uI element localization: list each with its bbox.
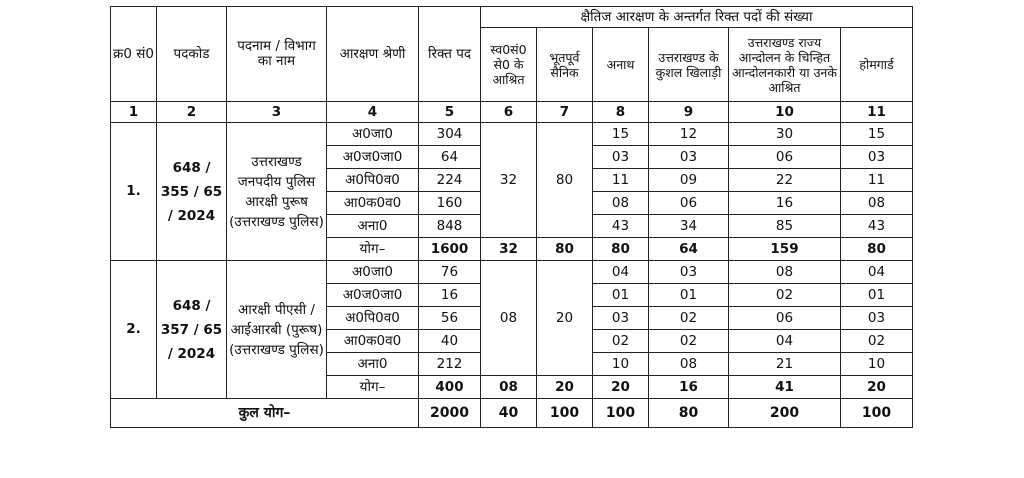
subtotal-vacancy: 400 bbox=[419, 376, 481, 399]
agitator-value: 02 bbox=[729, 284, 841, 307]
sports-value: 03 bbox=[649, 146, 729, 169]
subtotal-sports: 16 bbox=[649, 376, 729, 399]
homeguard-value: 15 bbox=[841, 123, 913, 146]
freedom-dependents-value: 08 bbox=[481, 261, 537, 376]
category: अ0पि0व0 bbox=[327, 307, 419, 330]
homeguard-value: 02 bbox=[841, 330, 913, 353]
col-number: 8 bbox=[593, 102, 649, 123]
post-code: 648 / 357 / 65 / 2024 bbox=[157, 261, 227, 399]
agitator-value: 06 bbox=[729, 146, 841, 169]
agitator-value: 04 bbox=[729, 330, 841, 353]
vacancy-table bbox=[110, 6, 913, 428]
orphan-value: 10 bbox=[593, 353, 649, 376]
homeguard-value: 01 bbox=[841, 284, 913, 307]
subtotal-agitator: 41 bbox=[729, 376, 841, 399]
grand-total-ex-servicemen: 100 bbox=[537, 399, 593, 428]
homeguard-value: 04 bbox=[841, 261, 913, 284]
vacancy-table-container bbox=[110, 6, 912, 428]
header-horizontal-reservation: क्षैतिज आरक्षण के अन्तर्गत रिक्त पदों की संख्या bbox=[481, 7, 913, 28]
col-number: 5 bbox=[419, 102, 481, 123]
header-orphan: अनाथ bbox=[593, 28, 649, 102]
subtotal-label: योग– bbox=[327, 238, 419, 261]
grand-total-label: कुल योग– bbox=[111, 399, 419, 428]
subtotal-freedom: 08 bbox=[481, 376, 537, 399]
agitator-value: 16 bbox=[729, 192, 841, 215]
sports-value: 02 bbox=[649, 330, 729, 353]
subtotal-ex-servicemen: 20 bbox=[537, 376, 593, 399]
grand-total-agitator: 200 bbox=[729, 399, 841, 428]
agitator-value: 21 bbox=[729, 353, 841, 376]
subtotal-vacancy: 1600 bbox=[419, 238, 481, 261]
orphan-value: 11 bbox=[593, 169, 649, 192]
subtotal-orphan: 20 bbox=[593, 376, 649, 399]
col-number: 9 bbox=[649, 102, 729, 123]
grand-total-row bbox=[111, 399, 913, 428]
grand-total-sports: 80 bbox=[649, 399, 729, 428]
vacancy: 848 bbox=[419, 215, 481, 238]
header-agitator: उत्तराखण्ड राज्य आन्दोलन के चिन्हित आन्दोलनकारी या उनके आश्रित bbox=[729, 28, 841, 102]
homeguard-value: 08 bbox=[841, 192, 913, 215]
orphan-value: 02 bbox=[593, 330, 649, 353]
header-freedom-dependents: स्व0सं0 से0 के आश्रित bbox=[481, 28, 537, 102]
column-number-row bbox=[111, 102, 913, 123]
homeguard-value: 03 bbox=[841, 146, 913, 169]
agitator-value: 30 bbox=[729, 123, 841, 146]
col-number: 4 bbox=[327, 102, 419, 123]
sports-value: 12 bbox=[649, 123, 729, 146]
subtotal-homeguard: 80 bbox=[841, 238, 913, 261]
vacancy: 16 bbox=[419, 284, 481, 307]
subtotal-freedom: 32 bbox=[481, 238, 537, 261]
table-row bbox=[111, 123, 913, 146]
col-number: 6 bbox=[481, 102, 537, 123]
agitator-value: 06 bbox=[729, 307, 841, 330]
header-homeguard: होमगार्ड bbox=[841, 28, 913, 102]
col-number: 3 bbox=[227, 102, 327, 123]
vacancy: 304 bbox=[419, 123, 481, 146]
category: अना0 bbox=[327, 353, 419, 376]
freedom-dependents-value: 32 bbox=[481, 123, 537, 238]
orphan-value: 08 bbox=[593, 192, 649, 215]
vacancy: 40 bbox=[419, 330, 481, 353]
grand-total-orphan: 100 bbox=[593, 399, 649, 428]
vacancy: 212 bbox=[419, 353, 481, 376]
col-number: 11 bbox=[841, 102, 913, 123]
category: अ0जा0 bbox=[327, 123, 419, 146]
category: आ0क0व0 bbox=[327, 192, 419, 215]
vacancy: 160 bbox=[419, 192, 481, 215]
subtotal-label: योग– bbox=[327, 376, 419, 399]
category: अ0ज0जा0 bbox=[327, 284, 419, 307]
category: अना0 bbox=[327, 215, 419, 238]
grand-total-vacancy: 2000 bbox=[419, 399, 481, 428]
homeguard-value: 43 bbox=[841, 215, 913, 238]
subtotal-sports: 64 bbox=[649, 238, 729, 261]
subtotal-agitator: 159 bbox=[729, 238, 841, 261]
homeguard-value: 11 bbox=[841, 169, 913, 192]
category: अ0पि0व0 bbox=[327, 169, 419, 192]
subtotal-orphan: 80 bbox=[593, 238, 649, 261]
header-serial: क्र0 सं0 bbox=[111, 7, 157, 102]
sports-value: 34 bbox=[649, 215, 729, 238]
grand-total-homeguard: 100 bbox=[841, 399, 913, 428]
subtotal-homeguard: 20 bbox=[841, 376, 913, 399]
header-post-code: पदकोड bbox=[157, 7, 227, 102]
vacancy: 64 bbox=[419, 146, 481, 169]
homeguard-value: 10 bbox=[841, 353, 913, 376]
serial-number: 2. bbox=[111, 261, 157, 399]
orphan-value: 03 bbox=[593, 146, 649, 169]
agitator-value: 22 bbox=[729, 169, 841, 192]
table-row bbox=[111, 261, 913, 284]
orphan-value: 01 bbox=[593, 284, 649, 307]
serial-number: 1. bbox=[111, 123, 157, 261]
subtotal-ex-servicemen: 80 bbox=[537, 238, 593, 261]
agitator-value: 08 bbox=[729, 261, 841, 284]
col-number: 10 bbox=[729, 102, 841, 123]
header-category: आरक्षण श्रेणी bbox=[327, 7, 419, 102]
vacancy: 76 bbox=[419, 261, 481, 284]
category: अ0ज0जा0 bbox=[327, 146, 419, 169]
homeguard-value: 03 bbox=[841, 307, 913, 330]
ex-servicemen-value: 20 bbox=[537, 261, 593, 376]
vacancy: 56 bbox=[419, 307, 481, 330]
grand-total-freedom: 40 bbox=[481, 399, 537, 428]
col-number: 1 bbox=[111, 102, 157, 123]
col-number: 2 bbox=[157, 102, 227, 123]
header-post-name: पदनाम / विभाग का नाम bbox=[227, 7, 327, 102]
vacancy: 224 bbox=[419, 169, 481, 192]
post-name: आरक्षी पीएसी / आईआरबी (पुरूष) (उत्तराखण्ड पुलिस) bbox=[227, 261, 327, 399]
category: आ0क0व0 bbox=[327, 330, 419, 353]
post-code: 648 / 355 / 65 / 2024 bbox=[157, 123, 227, 261]
header-vacancies: रिक्त पद bbox=[419, 7, 481, 102]
sports-value: 09 bbox=[649, 169, 729, 192]
orphan-value: 04 bbox=[593, 261, 649, 284]
orphan-value: 15 bbox=[593, 123, 649, 146]
category: अ0जा0 bbox=[327, 261, 419, 284]
ex-servicemen-value: 80 bbox=[537, 123, 593, 238]
sports-value: 02 bbox=[649, 307, 729, 330]
sports-value: 03 bbox=[649, 261, 729, 284]
header-sports: उत्तराखण्ड के कुशल खिलाड़ी bbox=[649, 28, 729, 102]
sports-value: 06 bbox=[649, 192, 729, 215]
orphan-value: 43 bbox=[593, 215, 649, 238]
post-name: उत्तराखण्ड जनपदीय पुलिस आरक्षी पुरूष (उत्तराखण्ड पुलिस) bbox=[227, 123, 327, 261]
sports-value: 01 bbox=[649, 284, 729, 307]
header-ex-servicemen: भूतपूर्व सैनिक bbox=[537, 28, 593, 102]
orphan-value: 03 bbox=[593, 307, 649, 330]
col-number: 7 bbox=[537, 102, 593, 123]
sports-value: 08 bbox=[649, 353, 729, 376]
agitator-value: 85 bbox=[729, 215, 841, 238]
